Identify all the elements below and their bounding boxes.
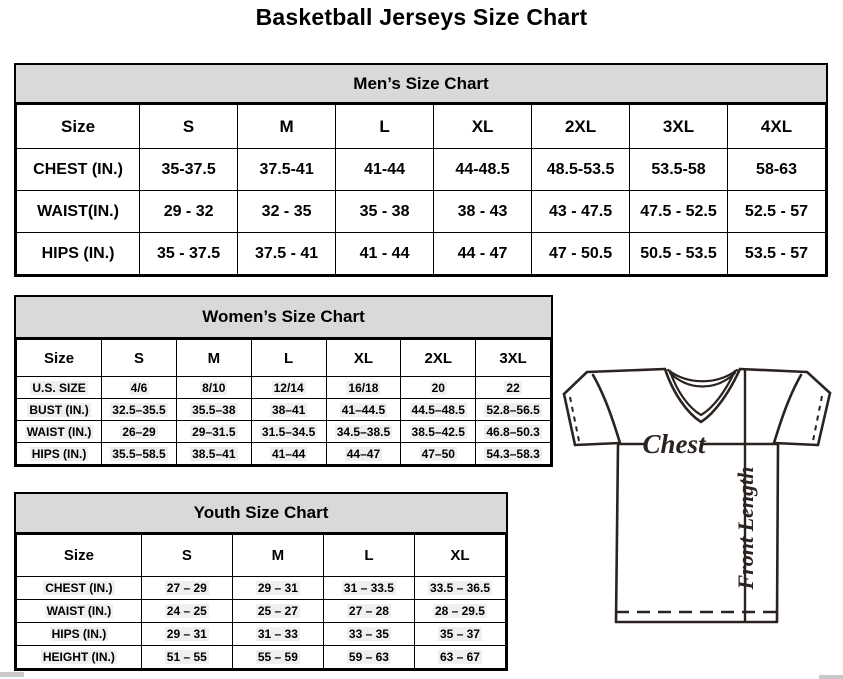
table-row [17,149,826,191]
value-cell: 22 [476,377,551,399]
corner-artifact-right [819,675,843,679]
value-cell: 33 – 35 [323,623,414,646]
table-row [17,577,506,600]
table-row [17,623,506,646]
row-label-cell: U.S. SIZE [17,377,102,399]
column-header-cell: S [140,105,238,149]
column-header-cell: XL [326,340,401,377]
youth-size-chart [14,492,508,671]
value-cell: 38 - 43 [434,191,532,233]
value-cell: 29 - 32 [140,191,238,233]
value-cell: 27 – 28 [323,600,414,623]
value-cell: 35.5–58.5 [102,443,177,465]
womens-size-chart [14,295,553,467]
value-cell: 35 – 37 [414,623,505,646]
womens-size-table [16,339,551,465]
youth-chart-header: Youth Size Chart [16,494,506,534]
value-cell: 24 – 25 [141,600,232,623]
column-header-cell: XL [434,105,532,149]
column-header-cell: S [102,340,177,377]
value-cell: 53.5-58 [630,149,728,191]
row-label-cell: HIPS (IN.) [17,443,102,465]
left-cuff-dashed-line [570,397,579,441]
column-header-cell: Size [17,535,142,577]
value-cell: 38.5–42.5 [401,421,476,443]
value-cell: 54.3–58.3 [476,443,551,465]
jersey-outline [564,369,830,622]
value-cell: 52.8–56.5 [476,399,551,421]
row-label-cell: HIPS (IN.) [17,233,140,275]
column-header-cell: 2XL [532,105,630,149]
value-cell: 44 - 47 [434,233,532,275]
row-label-cell: WAIST(IN.) [17,191,140,233]
value-cell: 31 – 33 [232,623,323,646]
table-row [17,443,551,465]
value-cell: 26–29 [102,421,177,443]
chest-label: Chest [642,429,706,459]
value-cell: 20 [401,377,476,399]
row-label-cell: HIPS (IN.) [17,623,142,646]
value-cell: 43 - 47.5 [532,191,630,233]
value-cell: 47.5 - 52.5 [630,191,728,233]
value-cell: 51 – 55 [141,646,232,669]
value-cell: 50.5 - 53.5 [630,233,728,275]
value-cell: 41 - 44 [336,233,434,275]
value-cell: 32 - 35 [238,191,336,233]
row-label-cell: CHEST (IN.) [17,577,142,600]
column-header-cell: S [141,535,232,577]
column-header-cell: M [238,105,336,149]
table-row [17,233,826,275]
value-cell: 8/10 [176,377,251,399]
column-header-cell: M [232,535,323,577]
value-cell: 46.8–50.3 [476,421,551,443]
column-header-cell: 2XL [401,340,476,377]
mens-size-chart [14,63,828,277]
value-cell: 29 – 31 [141,623,232,646]
value-cell: 37.5-41 [238,149,336,191]
value-cell: 38–41 [251,399,326,421]
row-label-cell: CHEST (IN.) [17,149,140,191]
value-cell: 52.5 - 57 [728,191,826,233]
table-row [17,600,506,623]
table-row [17,646,506,669]
row-label-cell: WAIST (IN.) [17,421,102,443]
value-cell: 33.5 – 36.5 [414,577,505,600]
column-header-cell: 3XL [476,340,551,377]
value-cell: 47 - 50.5 [532,233,630,275]
value-cell: 63 – 67 [414,646,505,669]
value-cell: 29 – 31 [232,577,323,600]
value-cell: 35 - 37.5 [140,233,238,275]
value-cell: 25 – 27 [232,600,323,623]
column-header-cell: 3XL [630,105,728,149]
value-cell: 59 – 63 [323,646,414,669]
size-table [16,104,826,275]
column-header-cell: M [176,340,251,377]
value-cell: 48.5-53.5 [532,149,630,191]
value-cell: 28 – 29.5 [414,600,505,623]
value-cell: 44-48.5 [434,149,532,191]
value-cell: 35 - 38 [336,191,434,233]
jersey-measurement-diagram [556,358,838,630]
value-cell: 55 – 59 [232,646,323,669]
value-cell: 38.5–41 [176,443,251,465]
table-row [17,191,826,233]
value-cell: 12/14 [251,377,326,399]
column-header-cell: XL [414,535,505,577]
value-cell: 58-63 [728,149,826,191]
value-cell: 44.5–48.5 [401,399,476,421]
value-cell: 35.5–38 [176,399,251,421]
value-cell: 44–47 [326,443,401,465]
column-header-cell: Size [17,340,102,377]
front-length-label: Front Length [733,466,758,590]
table-row [17,399,551,421]
size-table [16,534,506,669]
value-cell: 34.5–38.5 [326,421,401,443]
value-cell: 41–44 [251,443,326,465]
column-header-cell: 4XL [728,105,826,149]
value-cell: 37.5 - 41 [238,233,336,275]
mens-chart-header: Men’s Size Chart [16,65,826,104]
value-cell: 29–31.5 [176,421,251,443]
row-label-cell: HEIGHT (IN.) [17,646,142,669]
value-cell: 32.5–35.5 [102,399,177,421]
womens-chart-header: Women’s Size Chart [16,297,551,339]
page-title: Basketball Jerseys Size Chart [255,4,588,30]
value-cell: 31 – 33.5 [323,577,414,600]
value-cell: 41–44.5 [326,399,401,421]
corner-artifact-left [0,672,24,677]
value-cell: 16/18 [326,377,401,399]
value-cell: 35-37.5 [140,149,238,191]
row-label-cell: WAIST (IN.) [17,600,142,623]
value-cell: 27 – 29 [141,577,232,600]
column-header-cell: L [323,535,414,577]
column-header-cell: Size [17,105,140,149]
youth-size-table [16,534,506,669]
table-row [17,377,551,399]
value-cell: 53.5 - 57 [728,233,826,275]
value-cell: 47–50 [401,443,476,465]
row-label-cell: BUST (IN.) [17,399,102,421]
table-row [17,421,551,443]
value-cell: 4/6 [102,377,177,399]
mens-size-table [16,104,826,275]
column-header-cell: L [251,340,326,377]
size-table [16,339,551,465]
column-header-cell: L [336,105,434,149]
value-cell: 41-44 [336,149,434,191]
value-cell: 31.5–34.5 [251,421,326,443]
